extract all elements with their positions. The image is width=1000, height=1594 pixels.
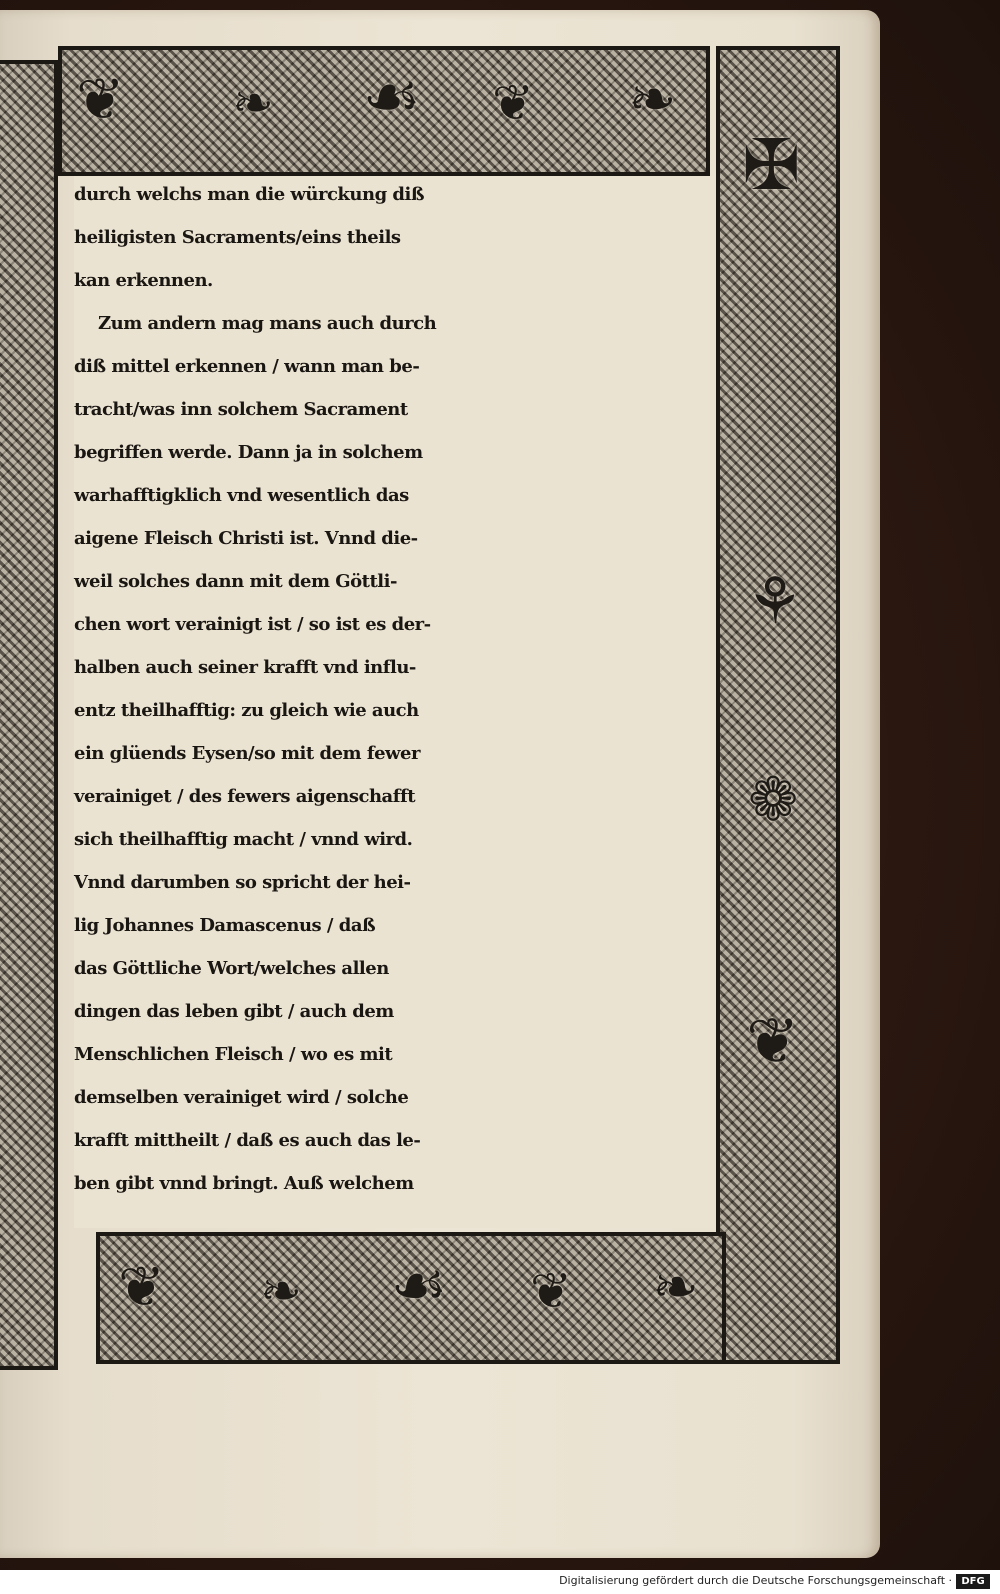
scroll-ornament-icon: ❧ [652, 1255, 699, 1320]
text-line: demselben verainiget wird / solche [74, 1087, 409, 1108]
text-line: das Göttliche Wort/welches allen [74, 958, 389, 979]
right-woodcut-border [716, 46, 840, 1364]
urn-ornament-icon: ⚘ [746, 565, 804, 639]
figure-ornament-icon: ✠ [742, 124, 801, 206]
bottom-woodcut-border [96, 1232, 726, 1364]
text-line: ein glüends Eysen/so mit dem fewer [74, 743, 420, 764]
scroll-ornament-icon: ☙ [362, 58, 422, 135]
text-line: begriffen werde. Dann ja in solchem [74, 442, 423, 463]
text-line: chen wort verainigt ist / so ist es der- [74, 614, 431, 635]
text-line: warhafftigklich vnd wesentlich das [74, 485, 409, 506]
text-line: durch welchs man die würckung diß [74, 184, 425, 205]
dfg-logo: DFG [956, 1574, 990, 1589]
text-line: ben gibt vnnd bringt. Auß welchem [74, 1173, 414, 1194]
left-woodcut-border [0, 60, 58, 1370]
scroll-ornament-icon: ❧ [628, 65, 677, 133]
mask-ornament-icon: ❁ [748, 765, 799, 835]
leaf-ornament-icon: ❦ [746, 1005, 800, 1079]
text-line: verainiget / des fewers aigenschafft [74, 786, 416, 807]
text-line: heiligisten Sacraments/eins theils [74, 227, 401, 248]
top-woodcut-border [58, 46, 710, 176]
text-line: aigene Fleisch Christi ist. Vnnd die- [74, 528, 418, 549]
animal-ornament-icon: ❧ [260, 1262, 302, 1320]
text-line: halben auch seiner krafft vnd influ- [74, 657, 416, 678]
text-line: Zum andern mag mans auch durch [98, 313, 437, 334]
scroll-ornament-icon: ❦ [492, 74, 534, 132]
scroll-ornament-icon: ❧ [232, 74, 274, 132]
scroll-ornament-icon: ☙ [390, 1249, 448, 1323]
animal-ornament-icon: ❦ [530, 1262, 572, 1320]
text-line: dingen das leben gibt / auch dem [74, 1001, 394, 1022]
scroll-ornament-icon: ❦ [118, 1255, 165, 1320]
text-line: sich theilhafftig macht / vnnd wird. [74, 829, 413, 850]
text-line: tracht/was inn solchem Sacrament [74, 399, 408, 420]
text-line: entz theilhafftig: zu gleich wie auch [74, 700, 419, 721]
text-line: Vnnd darumben so spricht der hei- [74, 872, 411, 893]
text-line: weil solches dann mit dem Göttli- [74, 571, 397, 592]
page-text-block [74, 176, 714, 1228]
text-line: kan erkennen. [74, 270, 213, 291]
text-line: diß mittel erkennen / wann man be- [74, 356, 420, 377]
scroll-ornament-icon: ❦ [76, 65, 125, 133]
footer-bar [0, 1570, 1000, 1594]
footer-credit: Digitalisierung gefördert durch die Deutsche Forschungsgemeinschaft · [559, 1574, 952, 1587]
text-line: lig Johannes Damascenus / daß [74, 915, 376, 936]
text-line: Menschlichen Fleisch / wo es mit [74, 1044, 393, 1065]
text-line: krafft mittheilt / daß es auch das le- [74, 1130, 421, 1151]
